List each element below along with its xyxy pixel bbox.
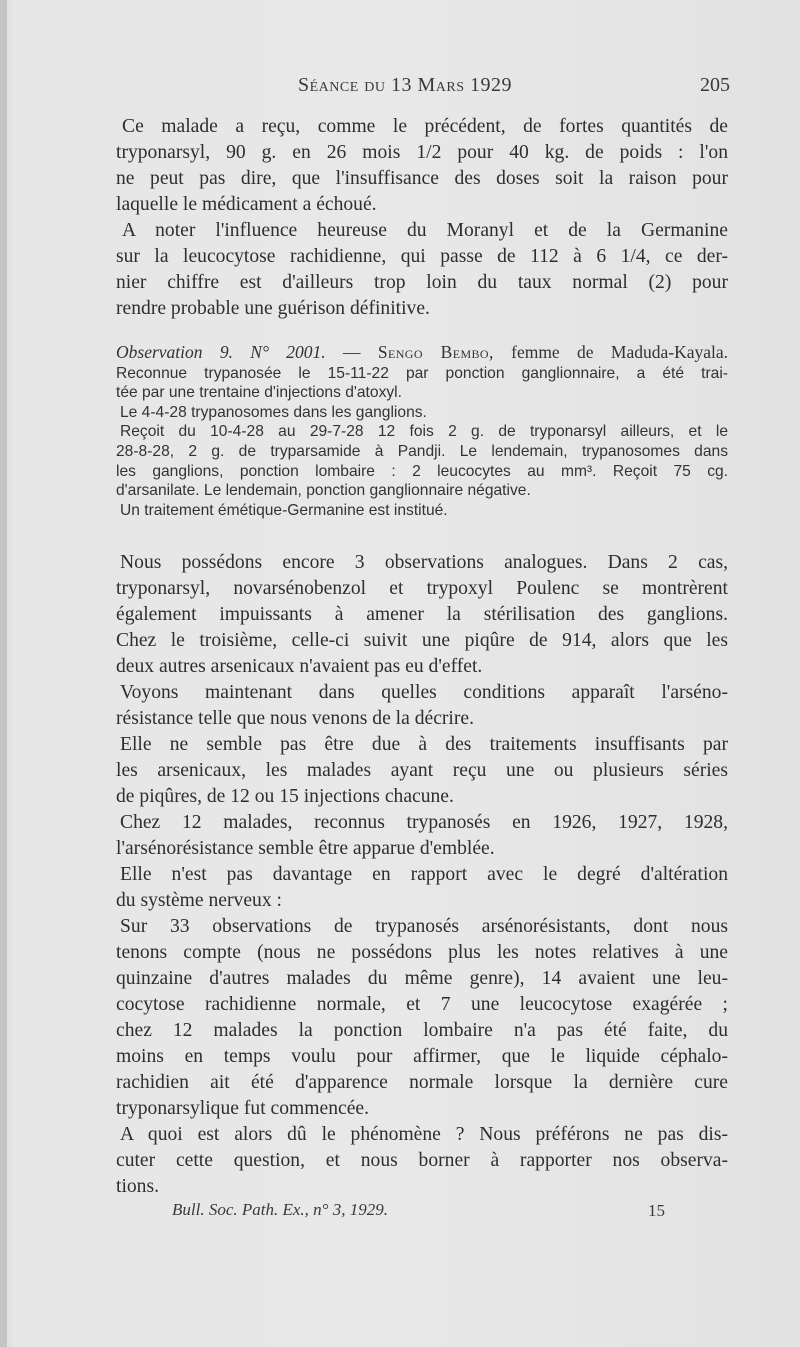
- text-line: deux autres arsenicaux n'avaient pas eu d'effet.: [116, 656, 483, 677]
- text-line: les arsenicaux, les malades ayant reçu une ou plusieurs séries: [116, 760, 728, 781]
- text-line: l'arsénorésistance semble être apparue d'emblée.: [116, 838, 495, 859]
- observation-number: N° 2001.: [250, 342, 326, 362]
- text-line: tryponarsylique fut commencée.: [116, 1098, 369, 1119]
- text-line: laquelle le médicament a échoué.: [116, 194, 377, 215]
- footer-citation: Bull. Soc. Path. Ex., n° 3, 1929.: [172, 1200, 388, 1219]
- text-line: tenons compte (nous ne possédons plus les notes relatives à une: [116, 942, 728, 963]
- text-line: du système nerveux :: [116, 890, 282, 911]
- text-line: sur la leucocytose rachidienne, qui passe de 112 à 6 1/4, ce der-: [116, 246, 728, 267]
- observation-block: [116, 343, 728, 520]
- text-line: A quoi est alors dû le phénomène ? Nous préférons ne pas dis-: [120, 1124, 728, 1145]
- text-line: Ce malade a reçu, comme le précédent, de fortes quantités de: [122, 116, 728, 137]
- text-line: quinzaine d'autres malades du même genre), 14 avaient une leu-: [116, 968, 728, 989]
- observation-rest: femme de Maduda-Kayala.: [493, 342, 728, 362]
- text-line: Elle n'est pas davantage en rapport avec le degré d'altération: [120, 864, 728, 885]
- observation-line: Un traitement émétique-Germanine est institué.: [120, 501, 448, 519]
- observation-line: Le 4-4-28 trypanosomes dans les ganglions.: [120, 403, 427, 421]
- text-line: également impuissants à amener la stérilisation des ganglions.: [116, 604, 728, 625]
- running-title: Séance du 13 Mars 1929: [298, 74, 513, 96]
- text-line: résistance telle que nous venons de la décrire.: [116, 708, 474, 729]
- text-line: tryponarsyl, novarsénobenzol et trypoxyl Poulenc se montrèrent: [116, 578, 728, 599]
- text-line: tryponarsyl, 90 g. en 26 mois 1/2 pour 40 kg. de poids : l'on: [116, 142, 728, 163]
- text-line: cocytose rachidienne normale, et 7 une leucocytose exagérée ;: [116, 994, 728, 1015]
- text-line: nier chiffre est d'ailleurs trop loin du taux normal (2) pour: [116, 272, 728, 293]
- signature-mark: 15: [648, 1201, 665, 1220]
- text-line: tions.: [116, 1176, 160, 1197]
- text-line: Sur 33 observations de trypanosés arsénorésistants, dont nous: [120, 916, 728, 937]
- patient-name: Sengo Bembo,: [377, 342, 494, 362]
- text-line: de piqûres, de 12 ou 15 injections chacune.: [116, 786, 454, 807]
- observation-line: d'arsanilate. Le lendemain, ponction ganglionnaire négative.: [116, 482, 531, 500]
- text-line: Nous possédons encore 3 observations analogues. Dans 2 cas,: [120, 552, 728, 573]
- observation-line: Reçoit du 10-4-28 au 29-7-28 12 fois 2 g. de tryponarsyl ailleurs, et le: [120, 423, 728, 441]
- main-text: [116, 550, 728, 1200]
- page-edge: [0, 0, 7, 1347]
- observation-line: tée par une trentaine d'injections d'atoxyl.: [116, 384, 402, 402]
- observation-line: les ganglions, ponction lombaire : 2 leucocytes au mm³. Reçoit 75 cg.: [116, 462, 728, 480]
- observation-line: 28-8-28, 2 g. de tryparsamide à Pandji. Le lendemain, trypanosomes dans: [116, 442, 728, 460]
- text-line: Elle ne semble pas être due à des traitements insuffisants par: [120, 734, 728, 755]
- text-line: Chez le troisième, celle-ci suivit une piqûre de 914, alors que les: [116, 630, 728, 651]
- observation-line: Reconnue trypanosée le 15-11-22 par ponction ganglionnaire, a été trai-: [116, 364, 728, 382]
- text-line: Voyons maintenant dans quelles conditions apparaît l'arséno-: [120, 682, 728, 703]
- paragraph-2: [116, 218, 728, 322]
- text-line: moins en temps voulu pour affirmer, que le liquide céphalo-: [116, 1046, 728, 1067]
- observation-dash: —: [325, 342, 378, 362]
- text-line: ne peut pas dire, que l'insuffisance des doses soit la raison pour: [116, 168, 728, 189]
- text-line: cuter cette question, et nous borner à rapporter nos observa-: [116, 1150, 728, 1171]
- paragraph-1: [116, 114, 728, 218]
- text-line: rachidien ait été d'apparence normale lorsque la dernière cure: [116, 1072, 728, 1093]
- observation-heading: [116, 343, 728, 364]
- page-number: 205: [700, 74, 730, 96]
- text-line: rendre probable une guérison définitive.: [116, 298, 430, 319]
- text-line: Chez 12 malades, reconnus trypanosés en 1926, 1927, 1928,: [120, 812, 728, 833]
- observation-title: Observation 9.: [116, 342, 233, 362]
- text-line: chez 12 malades la ponction lombaire n'a pas été faite, du: [116, 1020, 728, 1041]
- text-line: A noter l'influence heureuse du Moranyl et de la Germanine: [122, 220, 728, 241]
- page-header: [112, 74, 732, 102]
